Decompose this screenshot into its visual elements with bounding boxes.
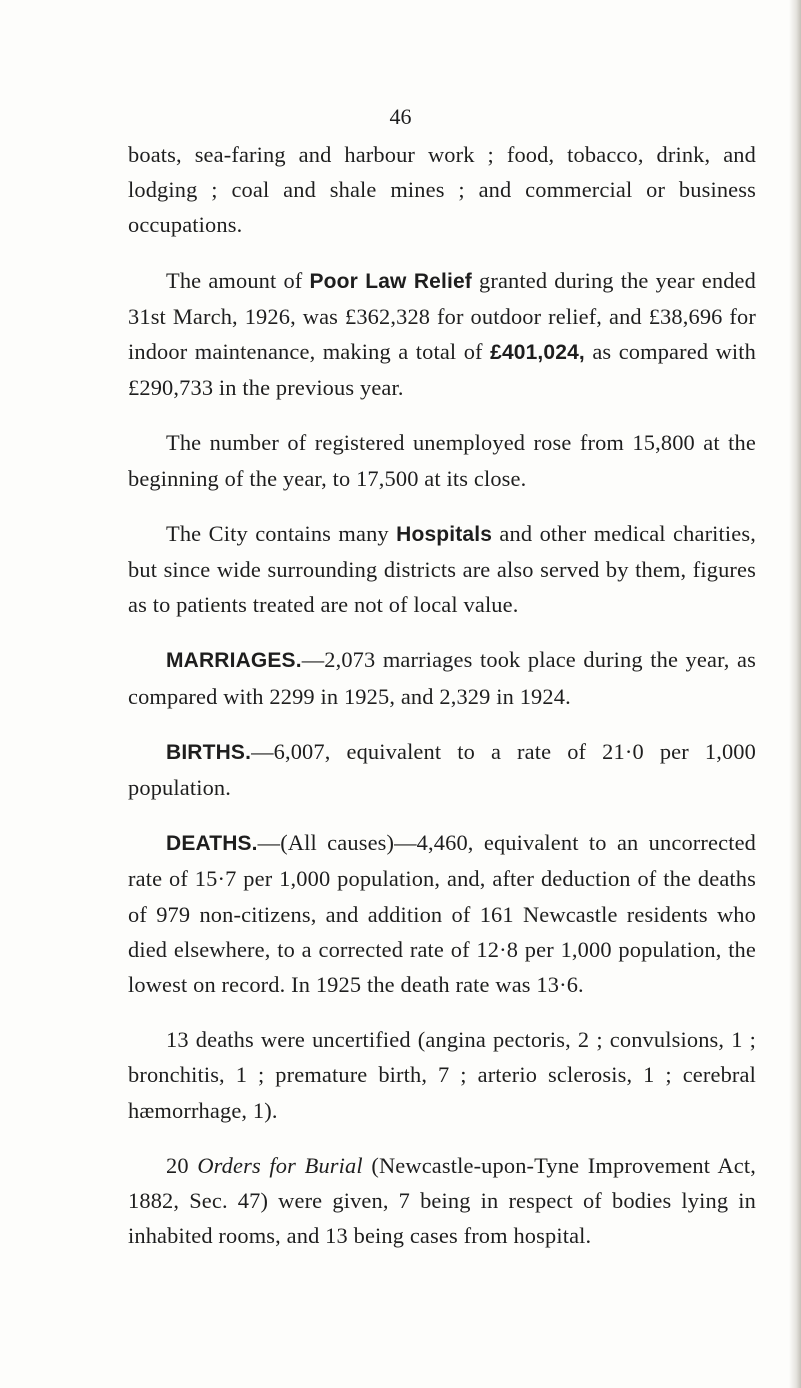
paragraph-deaths [128,825,756,1002]
marriages-heading: MARRIAGES. [166,649,302,673]
occupations-text: boats, sea-faring and harbour work ; food, tobacco, drink, and lodging ; coal and shale mines ; and commercial or business occupations. [128,142,756,238]
paragraph-births [128,734,756,805]
paragraph-unemployed [128,425,756,495]
births-heading: BIRTHS. [166,740,252,764]
poor-law-total: £401,024, [490,341,585,365]
unemployed-text: The number of registered unemployed rose from 15,800 at the beginning of the year, to 17,500 at its close. [128,430,756,491]
body-text [128,137,756,1273]
poor-law-relief-heading: Poor Law Relief [309,269,472,293]
poor-law-text-start: The amount of [166,267,310,293]
page-edge-shadow [789,0,801,1388]
burial-text-end: (Newcastle-upon-Tyne Improvement Act, 1882, Sec. 47) were given, 7 being in respect of bodies lying in inhabited rooms, and 13 being cases from hospital. [128,1152,756,1249]
hospitals-text-start: The City contains many [166,520,397,546]
deaths-text: —(All causes)—4,460, equivalent to an uncorrected rate of 15·7 per 1,000 population, and, after deduction of the deaths of 979 non-citizens, and addition of 161 Newcastle residents who died elsewhere, to a corrected rate of 12·8 per 1,000 population, the lowest on record. In 1925 the death rate was 13·6. [128,830,756,998]
paragraph-hospitals [128,516,756,623]
paragraph-orders-for-burial [128,1148,756,1254]
hospitals-heading: Hospitals [396,522,493,546]
poor-law-text-end: as compared with £290,733 in the previous year. [128,339,757,401]
burial-text-start: 20 [166,1152,198,1178]
paragraph-marriages [128,642,756,713]
paragraph-occupations [128,137,756,243]
hospitals-text-end: and other medical charities, but since wide surrounding districts are also served by them, figures as to patients treated are not of local value. [128,520,756,618]
births-text: —6,007, equivalent to a rate of 21·0 per 1,000 population. [128,738,756,801]
deaths-heading: DEATHS. [166,832,258,856]
orders-for-burial-heading: Orders for Burial [197,1152,363,1178]
page-number: 46 [389,104,412,129]
poor-law-text-middle: granted during the year ended 31st March, 1926, was £362,328 for outdoor relief, and £38,696 for indoor maintenance, making a total of [128,267,756,365]
paragraph-uncertified-deaths [128,1022,756,1128]
marriages-text: —2,073 marriages took place during the year, as compared with 2299 in 1925, and 2,329 in 1924. [128,647,756,709]
uncertified-deaths-text: 13 deaths were uncertified (angina pectoris, 2 ; convulsions, 1 ; bronchitis, 1 ; premature birth, 7 ; arterio sclerosis, 1 ; cerebral hæmorrhage, 1). [128,1027,756,1123]
paragraph-poor-law-relief [128,263,756,406]
